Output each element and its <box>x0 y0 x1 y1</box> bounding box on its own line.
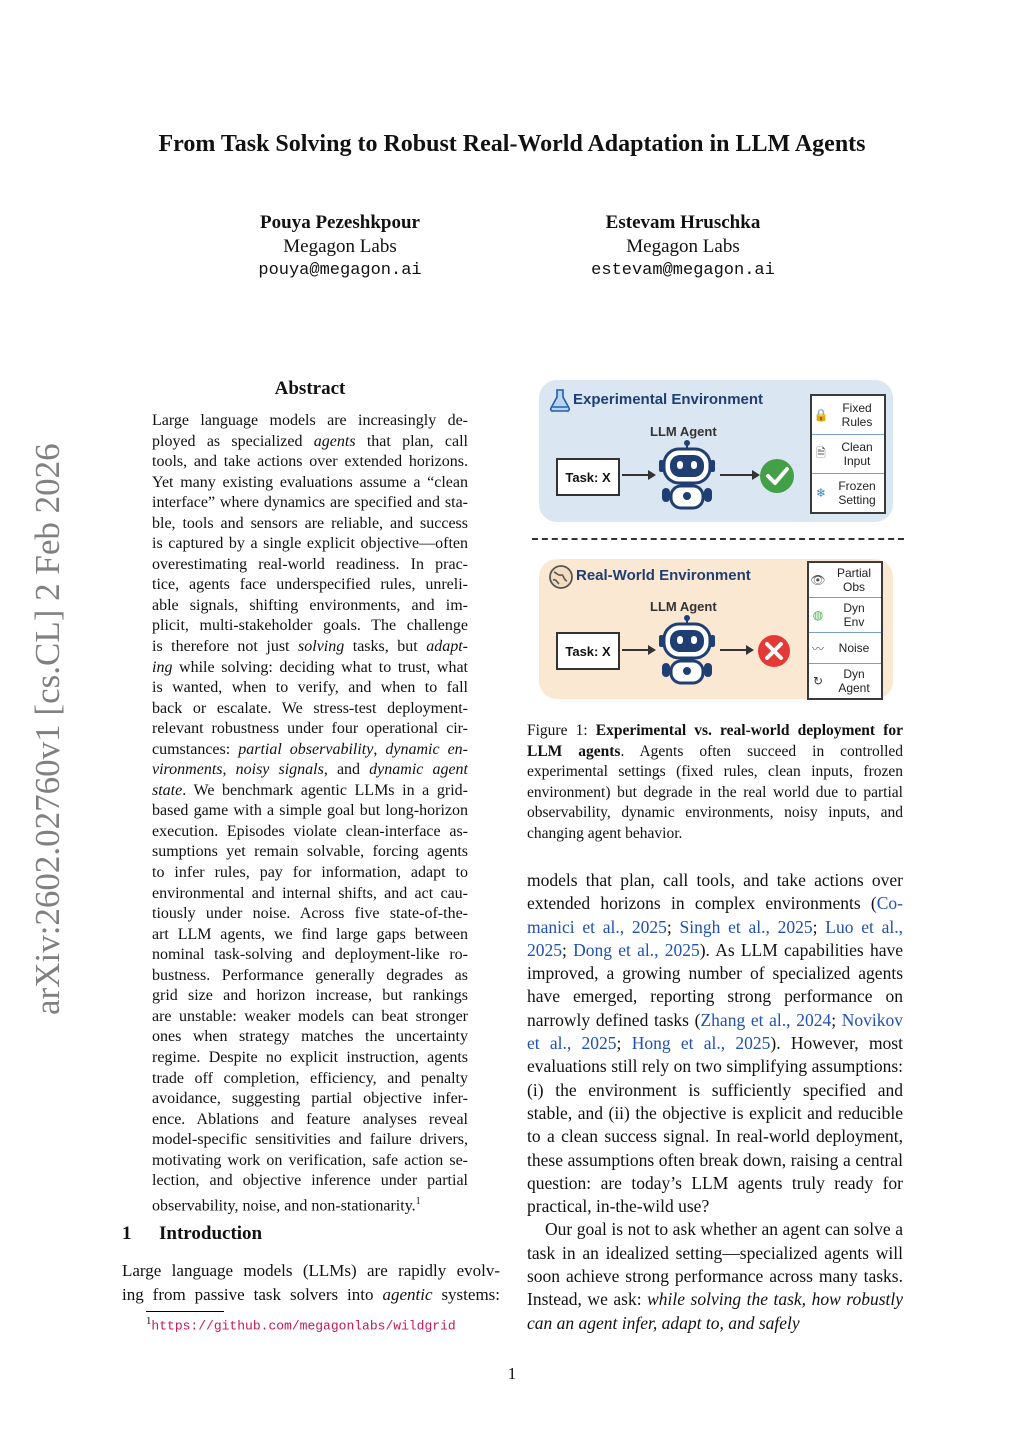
footnote-link[interactable]: https://github.com/megagonlabs/wildgrid <box>151 1318 456 1334</box>
experimental-conditions <box>810 394 886 514</box>
robot-icon <box>654 440 720 514</box>
footnote <box>146 1315 456 1333</box>
abstract-line: grid size and horizon increase, but rankings <box>152 987 468 1005</box>
flask-icon <box>549 388 571 412</box>
abstract-line: interface” where dynamics are specified and sta- <box>152 494 468 512</box>
abstract-line: Large language models are increasingly de- <box>152 412 468 429</box>
intro-line: Large language models (LLMs) are rapidly evolv- <box>122 1261 500 1280</box>
abstract-line: overestimating real-world readiness. In prac- <box>152 555 468 573</box>
section-number: 1 <box>122 1223 132 1244</box>
document-icon: 🗎 <box>816 445 826 460</box>
abstract-line: is therefore not just solving tasks, but adapt- <box>152 638 468 656</box>
body-paragraph: models that plan, call tools, and take actions over extended horizons in complex environments (Co-manici et al., 2025; Singh et al., 2025; Luo et al., 2025; Dong et al., 2025). As LLM capabilities have improved, a growing number of specialized agents have emerged, reporting strong performance on narrowly defined tasks (Zhang et al., 2024; Novikov et al., 2025; Hong et al., 2025). However, most evaluations still rely on two simplifying assumptions: (i) the environment is sufficiently specified and stable, and (ii) the objective is explicit and reducible to a clean success signal. In real-world deployment, these assumptions often break down, raising a central question: are today’s LLM agents truly ready for practical, in-the-wild use? <box>527 870 903 1217</box>
real-world-conditions <box>807 561 883 700</box>
abstract-line: nominal task-solving and deployment-like ro- <box>152 946 468 964</box>
abstract-line: regime. Despite no explicit instruction, agents <box>152 1048 468 1066</box>
cross-icon <box>757 634 791 668</box>
agent-label: LLM Agent <box>650 599 717 614</box>
condition-dyn-env: ◍ Dyn Env <box>809 598 881 633</box>
figure-1 <box>537 377 907 707</box>
citation-link[interactable]: Singh et al., 2025 <box>679 916 813 937</box>
page-number: 1 <box>507 1364 517 1383</box>
citation-link[interactable]: Zhang et al., 2024 <box>700 1009 832 1030</box>
planet-icon: ◍ <box>812 608 824 622</box>
abstract-line: trade off completion, efficiency, and penalty <box>152 1069 468 1087</box>
experimental-environment-panel <box>539 380 893 522</box>
real-world-environment-panel <box>539 559 893 699</box>
abstract-line: sumptions yet remain solvable, forcing agents <box>152 843 468 861</box>
condition-dyn-agent: ↻ Dyn Agent <box>809 664 881 698</box>
footnote-mark: 1 <box>415 1195 421 1207</box>
abstract-line: based game with a simple goal but long-horizon <box>152 802 468 820</box>
abstract-line: is wanted, when to verify, and when to fall <box>152 679 468 697</box>
author-1 <box>190 211 490 283</box>
condition-clean-input: 🗎 Clean Input <box>812 435 884 474</box>
task-box: Task: X <box>556 458 620 496</box>
author-affiliation: Megagon Labs <box>626 236 740 257</box>
robot-icon <box>654 615 720 689</box>
abstract-line: ble, tools and sensors are reliable, and success <box>152 514 468 532</box>
abstract-line: cumstances: partial observability, dynamic en- <box>152 740 469 758</box>
abstract-line: lection, and objective inference under partial <box>152 1172 468 1190</box>
abstract-line: Yet many existing evaluations assume a “clean <box>152 473 468 491</box>
snowflake-icon: ❄ <box>815 486 827 500</box>
citation-link[interactable]: Co-manici et al., 2025 <box>527 893 903 937</box>
figure-caption <box>527 721 903 844</box>
author-affiliation: Megagon Labs <box>283 236 397 257</box>
condition-frozen-setting: ❄ Frozen Setting <box>812 474 884 512</box>
abstract-line: plicit, multi-stakeholder goals. The challenge <box>152 617 468 635</box>
abstract-line: execution. Episodes violate clean-interface as- <box>152 822 468 840</box>
footnote-mark: 1 <box>146 1315 152 1327</box>
author-2 <box>533 211 833 283</box>
caption-text: . Agents often succeed in controlled experimental settings (fixed rules, clean inputs, frozen environment) but degrade in the real world due to partial observability, dynamic environments, noisy inputs, and changing agent behavior. <box>527 742 903 842</box>
arrow-icon <box>622 468 656 482</box>
right-column-body <box>527 869 903 1335</box>
abstract-line: to infer rules, pay for information, adapt to <box>152 864 468 882</box>
abstract-line: ployed as specialized agents that plan, call <box>152 432 468 450</box>
abstract-line: tice, agents face underspecified rules, unreli- <box>152 576 468 594</box>
abstract-line: are unstable: weaker models can beat stronger <box>152 1007 468 1025</box>
citation-link[interactable]: Hong et al., 2025 <box>631 1033 771 1054</box>
abstract-line: relevant robustness under four operational cir- <box>152 720 468 738</box>
abstract-line: bustness. Performance generally degrades as <box>152 966 468 984</box>
intro-line: ing from passive task solvers into agentic systems: <box>122 1284 501 1304</box>
abstract-line: tools, and take actions over extended horizons. <box>152 453 468 471</box>
author-email: estevam@megagon.ai <box>591 261 775 280</box>
abstract-heading: Abstract <box>274 378 346 399</box>
abstract-line: ence. Ablations and feature analyses reveal <box>152 1110 468 1128</box>
arxiv-identifier: arXiv:2602.02760v1 [cs.CL] 2 Feb 2026 <box>28 443 67 1015</box>
condition-fixed-rules: 🔒 Fixed Rules <box>812 396 884 435</box>
citation-link[interactable]: Dong et al., 2025 <box>573 939 700 960</box>
panel-title: Real-World Environment <box>576 567 751 584</box>
intro-text <box>122 1259 500 1306</box>
arrow-icon <box>622 643 656 657</box>
agent-label: LLM Agent <box>650 424 717 439</box>
globe-icon <box>548 564 574 590</box>
abstract-line: environmental and internal shifts, and act cau- <box>152 884 468 902</box>
abstract-line: able signals, shifting environments, and im- <box>152 596 468 614</box>
section-heading-introduction <box>122 1223 262 1245</box>
check-icon <box>759 458 795 494</box>
refresh-icon: ↻ <box>812 674 824 688</box>
citation-link[interactable]: Luo et al., 2025 <box>527 916 903 960</box>
author-name: Estevam Hruschka <box>605 212 761 233</box>
abstract-line: observability, noise, and non-stationarity.$^1$ <box>152 1195 421 1215</box>
abstract-line: ones when strategy matches the uncertainty <box>152 1028 468 1046</box>
condition-partial-obs: 👁 Partial Obs <box>809 563 881 598</box>
paper-title: From Task Solving to Robust Real-World Adaptation in LLM Agents <box>158 131 866 157</box>
abstract-line: avoidance, suggesting partial objective infer- <box>152 1090 468 1108</box>
lock-icon: 🔒 <box>813 408 829 422</box>
citation-link[interactable]: Novikov et al., 2025 <box>527 1009 903 1054</box>
figure-divider <box>532 538 904 540</box>
caption-bold: Experimental vs. real-world deployment for LLM agents <box>527 722 903 760</box>
abstract-line: is captured by a single explicit objective—often <box>152 535 468 553</box>
abstract-line: ing while solving: deciding what to trust, what <box>152 658 468 676</box>
abstract-line: tiously under noise. Across five state-of-the- <box>152 905 468 923</box>
task-box: Task: X <box>556 632 620 670</box>
abstract-line: art LLM agents, we find large gaps between <box>152 925 468 943</box>
caption-prefix: Figure 1: <box>527 722 596 739</box>
author-email: pouya@megagon.ai <box>258 261 422 280</box>
waveform-icon: 〰 <box>811 641 824 656</box>
abstract-line: back or escalate. We stress-test deployment- <box>152 699 468 717</box>
abstract-line: motivating work on verification, safe action se- <box>152 1151 468 1169</box>
section-title: Introduction <box>159 1223 263 1244</box>
arrow-icon <box>720 643 754 657</box>
abstract-line: vironments, noisy signals, and dynamic agent <box>152 761 469 779</box>
arrow-icon <box>720 468 760 482</box>
footnote-rule <box>146 1311 224 1312</box>
abstract-line: model-specific sensitivities and failure drivers, <box>152 1131 468 1149</box>
abstract-body <box>152 411 468 1217</box>
author-name: Pouya Pezeshkpour <box>260 212 420 233</box>
abstract-line: state. We benchmark agentic LLMs in a grid- <box>152 781 468 799</box>
body-paragraph: Our goal is not to ask whether an agent can solve a task in an idealized setting—specialized agents will soon achieve strong performance across many tasks. Instead, we ask: while solving the task, how robustly can an agent infer, adapt to, and safely <box>527 1219 903 1333</box>
panel-title: Experimental Environment <box>573 391 764 408</box>
condition-noise: 〰 Noise <box>809 633 881 664</box>
eye-icon: 👁 <box>810 573 826 587</box>
